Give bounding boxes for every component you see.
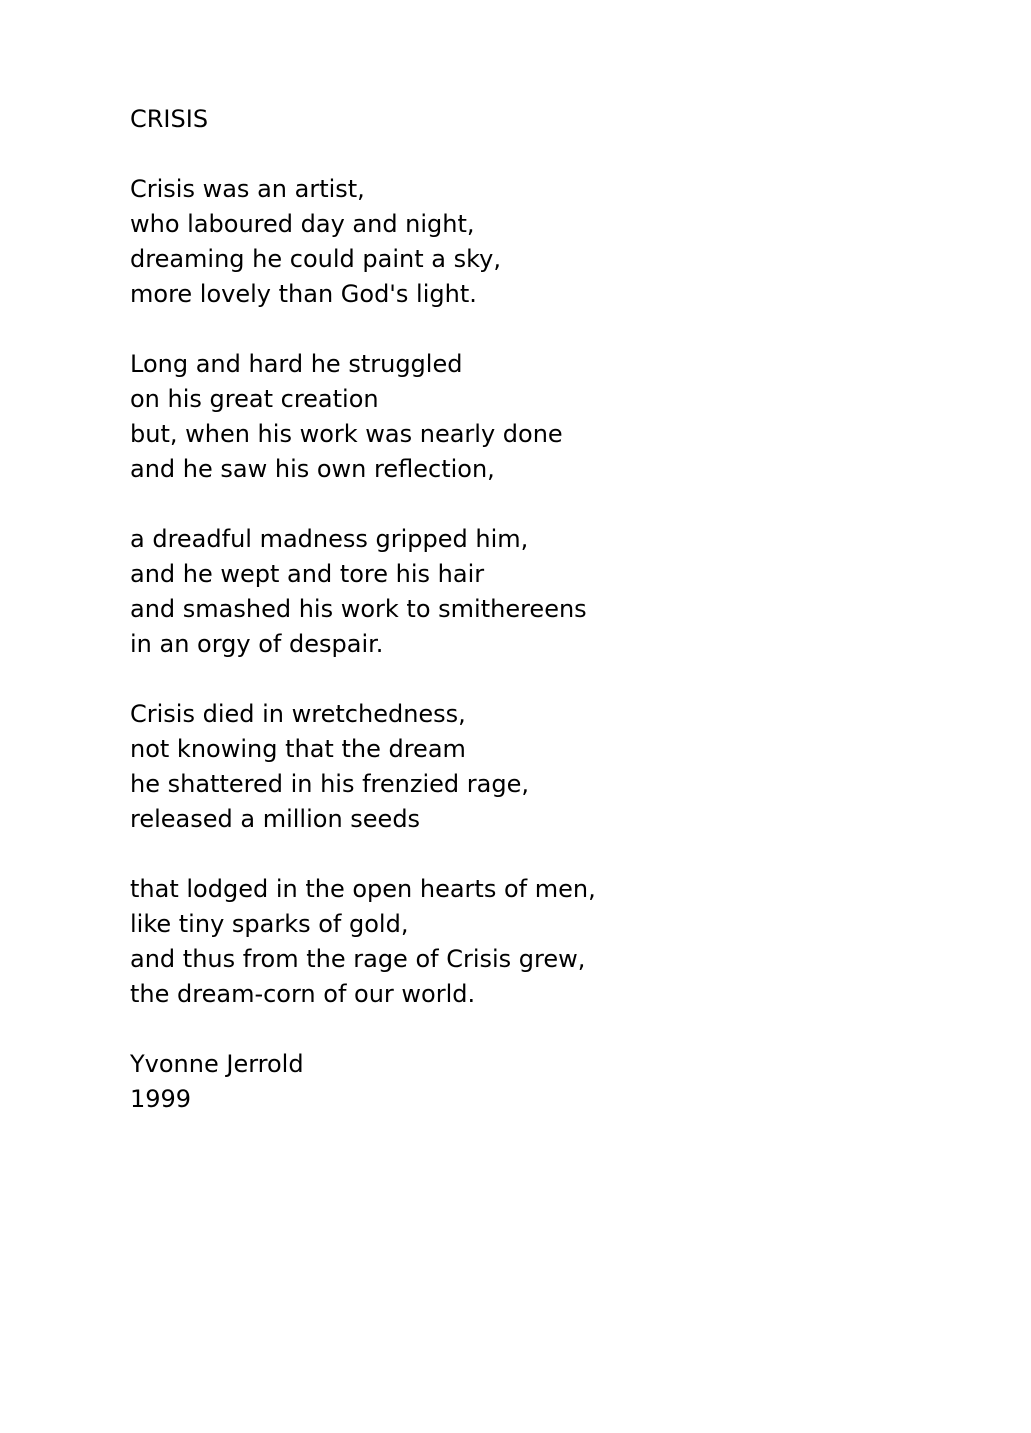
poem-line: but, when his work was nearly done: [130, 420, 563, 448]
poem-line: in an orgy of despair.: [130, 630, 384, 658]
poem-line: and thus from the rage of Crisis grew,: [130, 945, 586, 973]
poem-line: and smashed his work to smithereens: [130, 595, 587, 623]
stanza-gap: [130, 662, 596, 697]
stanza-2: [130, 347, 596, 487]
poem-line: dreaming he could paint a sky,: [130, 245, 501, 273]
stanza-gap: [130, 1012, 596, 1047]
stanza-gap: [130, 312, 596, 347]
poem-line: released a million seeds: [130, 805, 421, 833]
poem-line: on his great creation: [130, 385, 379, 413]
poem-line: he shattered in his frenzied rage,: [130, 770, 529, 798]
poem-line: like tiny sparks of gold,: [130, 910, 409, 938]
poem-line: a dreadful madness gripped him,: [130, 525, 529, 553]
poem-line: and he saw his own reflection,: [130, 455, 495, 483]
stanza-gap: [130, 837, 596, 872]
stanza-gap: [130, 137, 596, 172]
poem-title: CRISIS: [130, 105, 209, 133]
poem: [130, 102, 596, 1117]
stanza-gap: [130, 487, 596, 522]
poem-line: who laboured day and night,: [130, 210, 475, 238]
poem-line: more lovely than God's light.: [130, 280, 477, 308]
stanza-3: [130, 522, 596, 662]
poem-line: Crisis was an artist,: [130, 175, 365, 203]
poem-line: Long and hard he struggled: [130, 350, 463, 378]
poem-line: the dream-corn of our world.: [130, 980, 476, 1008]
stanza-4: [130, 697, 596, 837]
stanza-1: [130, 172, 596, 312]
year: 1999: [130, 1085, 192, 1113]
poem-line: Crisis died in wretchedness,: [130, 700, 466, 728]
poem-line: and he wept and tore his hair: [130, 560, 485, 588]
poem-line: that lodged in the open hearts of men,: [130, 875, 596, 903]
author-name: Yvonne Jerrold: [130, 1050, 304, 1078]
stanza-5: [130, 872, 596, 1012]
poem-line: not knowing that the dream: [130, 735, 466, 763]
